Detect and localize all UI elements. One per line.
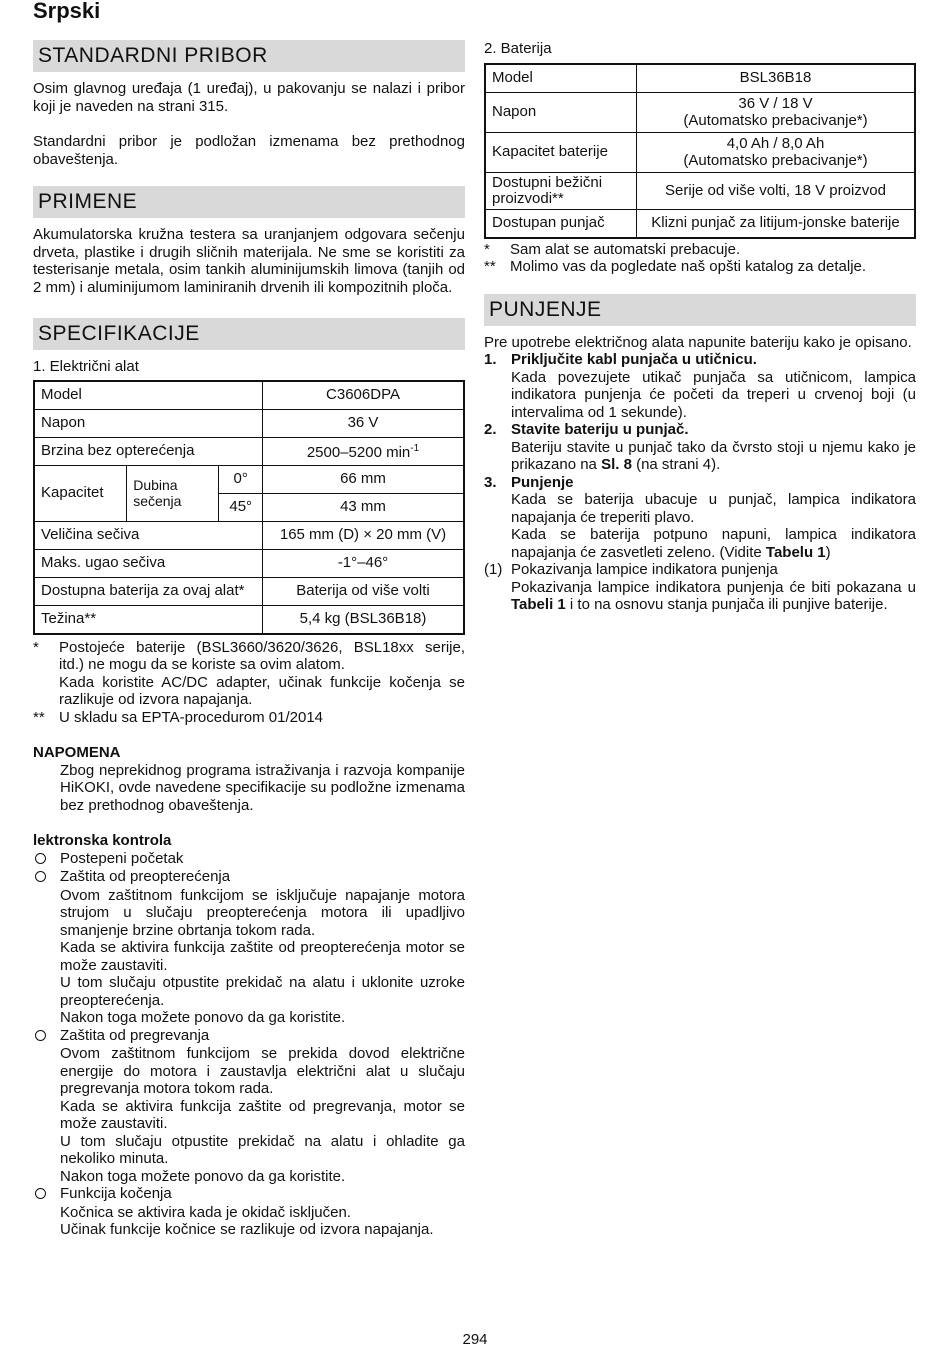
bullet-circle-icon [33, 868, 60, 887]
standard-accessories-text-1: Osim glavnog uređaja (1 uređaj), u pakovanju se nalazi i pribor koji je naveden na strani 315. [33, 80, 465, 115]
footnote-mark: ** [484, 258, 496, 275]
table-reference: Tabeli 1 [511, 596, 566, 613]
control-item-text: U tom slučaju otpustite prekidač na alatu i uklonite uzroke preopterećenja. [60, 974, 465, 1009]
note-heading: NAPOMENA [33, 744, 121, 761]
control-item-text: U tom slučaju otpustite prekidač na alatu i ohladite ga nekoliko minuta. [60, 1132, 465, 1167]
spec-value: Serije od više volti, 18 V proizvod [637, 172, 916, 209]
footnote-text: Molimo vas da pogledate naš opšti katalog za detalje. [510, 258, 867, 275]
standard-accessories-heading: STANDARDNI PRIBOR [33, 40, 465, 72]
table-row [34, 521, 464, 549]
spec-label: Napon [485, 92, 637, 132]
spec-value: 165 mm (D) × 20 mm (V) [263, 521, 465, 549]
voltage-value-line: 36 V / 18 V [738, 94, 813, 112]
voltage-value-line: (Automatsko prebacivanje*) [683, 112, 868, 129]
step-text [484, 526, 916, 561]
control-item [33, 850, 465, 869]
control-item-title: Zaštita od preopterećenja [60, 868, 231, 885]
charging-step [484, 421, 916, 439]
charging-intro: Pre upotrebe električnog alata napunite bateriju kako je opisano. [484, 333, 912, 351]
spec-value: Baterija od više volti [263, 577, 465, 605]
battery-notes [484, 241, 916, 276]
specifications-heading: SPECIFIKACIJE [33, 318, 465, 350]
spec-value: 66 mm [263, 465, 465, 493]
speed-value: 2500–5200 min [306, 444, 411, 462]
spec-value: C3606DPA [263, 381, 465, 410]
charging-substep [484, 561, 916, 579]
control-item-title: Funkcija kočenja [60, 1185, 172, 1202]
tool-notes [33, 639, 465, 727]
figure-reference: Sl. 8 [601, 456, 632, 473]
footnote-mark [33, 674, 59, 709]
table-row [485, 92, 915, 132]
spec-label: Kapacitet baterije [485, 132, 637, 172]
language-header: Srpski [33, 0, 101, 23]
footnote [33, 639, 465, 674]
step-number: 1. [484, 351, 497, 368]
applications-text: Akumulatorska kružna testera sa uranjanjem odgovara sečenju drveta, plastike i drugih sličnih materijala. Ne sme se koristiti za testerisanje metala, osim tankih aluminijumskih limova (tanjih od 2 mm) i aluminijumom laminiranih drvenih ili kompozitnih ploča. [33, 226, 465, 296]
footnote-mark: ** [33, 708, 45, 726]
charging-heading: PUNJENJE [484, 294, 916, 326]
table-row [485, 172, 915, 209]
spec-label: Dostupan punjač [485, 209, 637, 238]
left-column [33, 40, 465, 1239]
table-row [34, 549, 464, 577]
applications-heading: PRIMENE [33, 186, 465, 218]
footnote [484, 258, 916, 276]
control-item-title: Zaštita od pregrevanja [60, 1026, 210, 1044]
table-row [34, 381, 464, 410]
spec-label: Model [485, 64, 637, 93]
step-text-part: Kada se baterija potpuno napuni, lampica indikatora napajanja će zasvetleti zeleno. (Vidite [511, 526, 916, 561]
spec-label: Dostupni bežični proizvodi** [485, 172, 637, 209]
control-item-title: Postepeni početak [60, 849, 184, 867]
table-row [34, 577, 464, 605]
spec-value: 36 V [263, 409, 465, 437]
substep-text-part: Pokazivanja lampice indikatora punjenja će biti pokazana u [511, 578, 916, 596]
electronic-control-heading: lektronska kontrola [33, 832, 172, 849]
footnote-text: U skladu sa EPTA-procedurom 01/2014 [59, 708, 324, 726]
speed-unit-sup: -1 [410, 443, 420, 455]
spec-label: Dostupna baterija za ovaj alat* [34, 577, 263, 605]
right-column [484, 40, 916, 614]
step-text-part: ) [825, 543, 831, 561]
spec-label: Kapacitet [34, 465, 127, 521]
control-item-text: Nakon toga možete ponovo da ga koristite. [60, 1009, 346, 1026]
control-item-text: Ovom zaštitnom funkcijom se prekida dovod električne energije do motora i zaustavlja električni alat u slučaju pregrevanja motora tokom rada. [60, 1045, 465, 1097]
table-row [485, 132, 915, 172]
page-number: 294 [462, 1331, 488, 1348]
battery-subtitle: 2. Baterija [484, 40, 552, 57]
substep-number: (1) [484, 561, 503, 578]
table-row [34, 437, 464, 465]
control-item-text: Kočnica se aktivira kada je okidač isključen. [60, 1203, 351, 1221]
spec-value [263, 437, 465, 465]
spec-label: Brzina bez opterećenja [34, 437, 263, 465]
bullet-circle-icon [33, 1185, 60, 1204]
capacity-value-line: 4,0 Ah / 8,0 Ah [726, 134, 825, 152]
battery-spec-table [484, 63, 916, 239]
charging-step [484, 351, 916, 369]
standard-accessories-text-2: Standardni pribor je podložan izmenama bez prethodnog obaveštenja. [33, 133, 465, 168]
substep-title: Pokazivanja lampice indikatora punjenja [511, 561, 778, 578]
step-number: 2. [484, 421, 497, 438]
footnote-mark: * [33, 638, 39, 656]
table-row [34, 605, 464, 634]
table-row [34, 409, 464, 437]
tool-subtitle: 1. Električni alat [33, 358, 139, 375]
step-text-part: (na strani 4). [631, 456, 721, 473]
footnote-text: Postojeće baterije (BSL3660/3620/3626, BSL18xx serije, itd.) ne mogu da se koriste sa ovim alatom. [59, 638, 465, 673]
bullet-circle-icon [33, 1027, 60, 1046]
electronic-control-list [33, 850, 465, 1239]
step-number: 3. [484, 473, 497, 491]
spec-value [637, 132, 916, 172]
control-item-text: Učinak funkcije kočnice se razlikuje od izvora napajanja. [60, 1221, 434, 1238]
footnote [484, 241, 916, 259]
step-title: Punjenje [511, 473, 574, 491]
spec-label: Napon [34, 409, 263, 437]
table-row [34, 465, 464, 493]
control-item-text: Kada se aktivira funkcija zaštite od preopterećenja motor se može zaustaviti. [60, 939, 465, 974]
table-row [485, 209, 915, 238]
angle-cell: 45° [219, 493, 263, 521]
spec-sublabel: Dubina sečenja [127, 465, 219, 521]
charging-step [484, 474, 916, 492]
spec-value: Klizni punjač za litijum-jonske baterije [637, 209, 916, 238]
step-text: Kada povezujete utikač punjača sa utičnicom, lampica indikatora punjenja će početi da treperi u crvenoj boji (u intervalima od 1 sekunde). [511, 368, 916, 421]
spec-value: -1°–46° [263, 549, 465, 577]
footnote-text: Sam alat se automatski prebacuje. [510, 240, 741, 258]
substep-text-part: i to na osnovu stanja punjača ili punjive baterije. [565, 596, 888, 613]
control-item-text: Ovom zaštitnom funkcijom se isključuje napajanje motora strujom u slučaju preopterećenja motora ili upadljivo smanjenje brzine obrtanja tokom rada. [60, 886, 465, 939]
step-text: Kada se baterija ubacuje u punjač, lampica indikatora napajanja će treperiti plavo. [511, 491, 916, 526]
bullet-circle-icon [33, 850, 60, 869]
tool-spec-table [33, 380, 465, 635]
control-item [33, 1027, 465, 1046]
substep-text [484, 579, 916, 614]
spec-label: Težina** [34, 605, 263, 634]
footnote-text: Kada koristite AC/DC adapter, učinak funkcije kočenja se razlikuje od izvora napajanja. [59, 673, 465, 708]
table-row [485, 64, 915, 93]
footnote [33, 674, 465, 709]
spec-label: Veličina sečiva [34, 521, 263, 549]
spec-value: 43 mm [263, 493, 465, 521]
step-title: Priključite kabl punjača u utičnicu. [511, 351, 757, 368]
spec-value: BSL36B18 [637, 64, 916, 93]
step-text-part: Bateriju stavite u punjač tako da čvrsto stoji u njemu kako je prikazano na [511, 438, 916, 473]
step-text [484, 439, 916, 474]
spec-label: Maks. ugao sečiva [34, 549, 263, 577]
angle-cell: 0° [219, 465, 263, 493]
spec-value [637, 92, 916, 132]
footnote-mark: * [484, 240, 490, 258]
step-title: Stavite bateriju u punjač. [511, 421, 689, 438]
control-item-text: Kada se aktivira funkcija zaštite od pregrevanja, motor se može zaustaviti. [60, 1097, 465, 1132]
note-text: Zbog neprekidnog programa istraživanja i razvoja kompanije HiKOKI, ovde navedene specifikacije su podložne izmenama bez prethodnog obaveštenja. [60, 761, 465, 814]
spec-value: 5,4 kg (BSL36B18) [263, 605, 465, 634]
control-item-text: Nakon toga možete ponovo da ga koristite. [60, 1167, 346, 1185]
control-item [33, 1185, 465, 1204]
table-reference: Tabelu 1 [765, 543, 826, 561]
control-item [33, 868, 465, 887]
spec-label: Model [34, 381, 263, 410]
footnote [33, 709, 465, 727]
capacity-value-line: (Automatsko prebacivanje*) [683, 152, 868, 169]
